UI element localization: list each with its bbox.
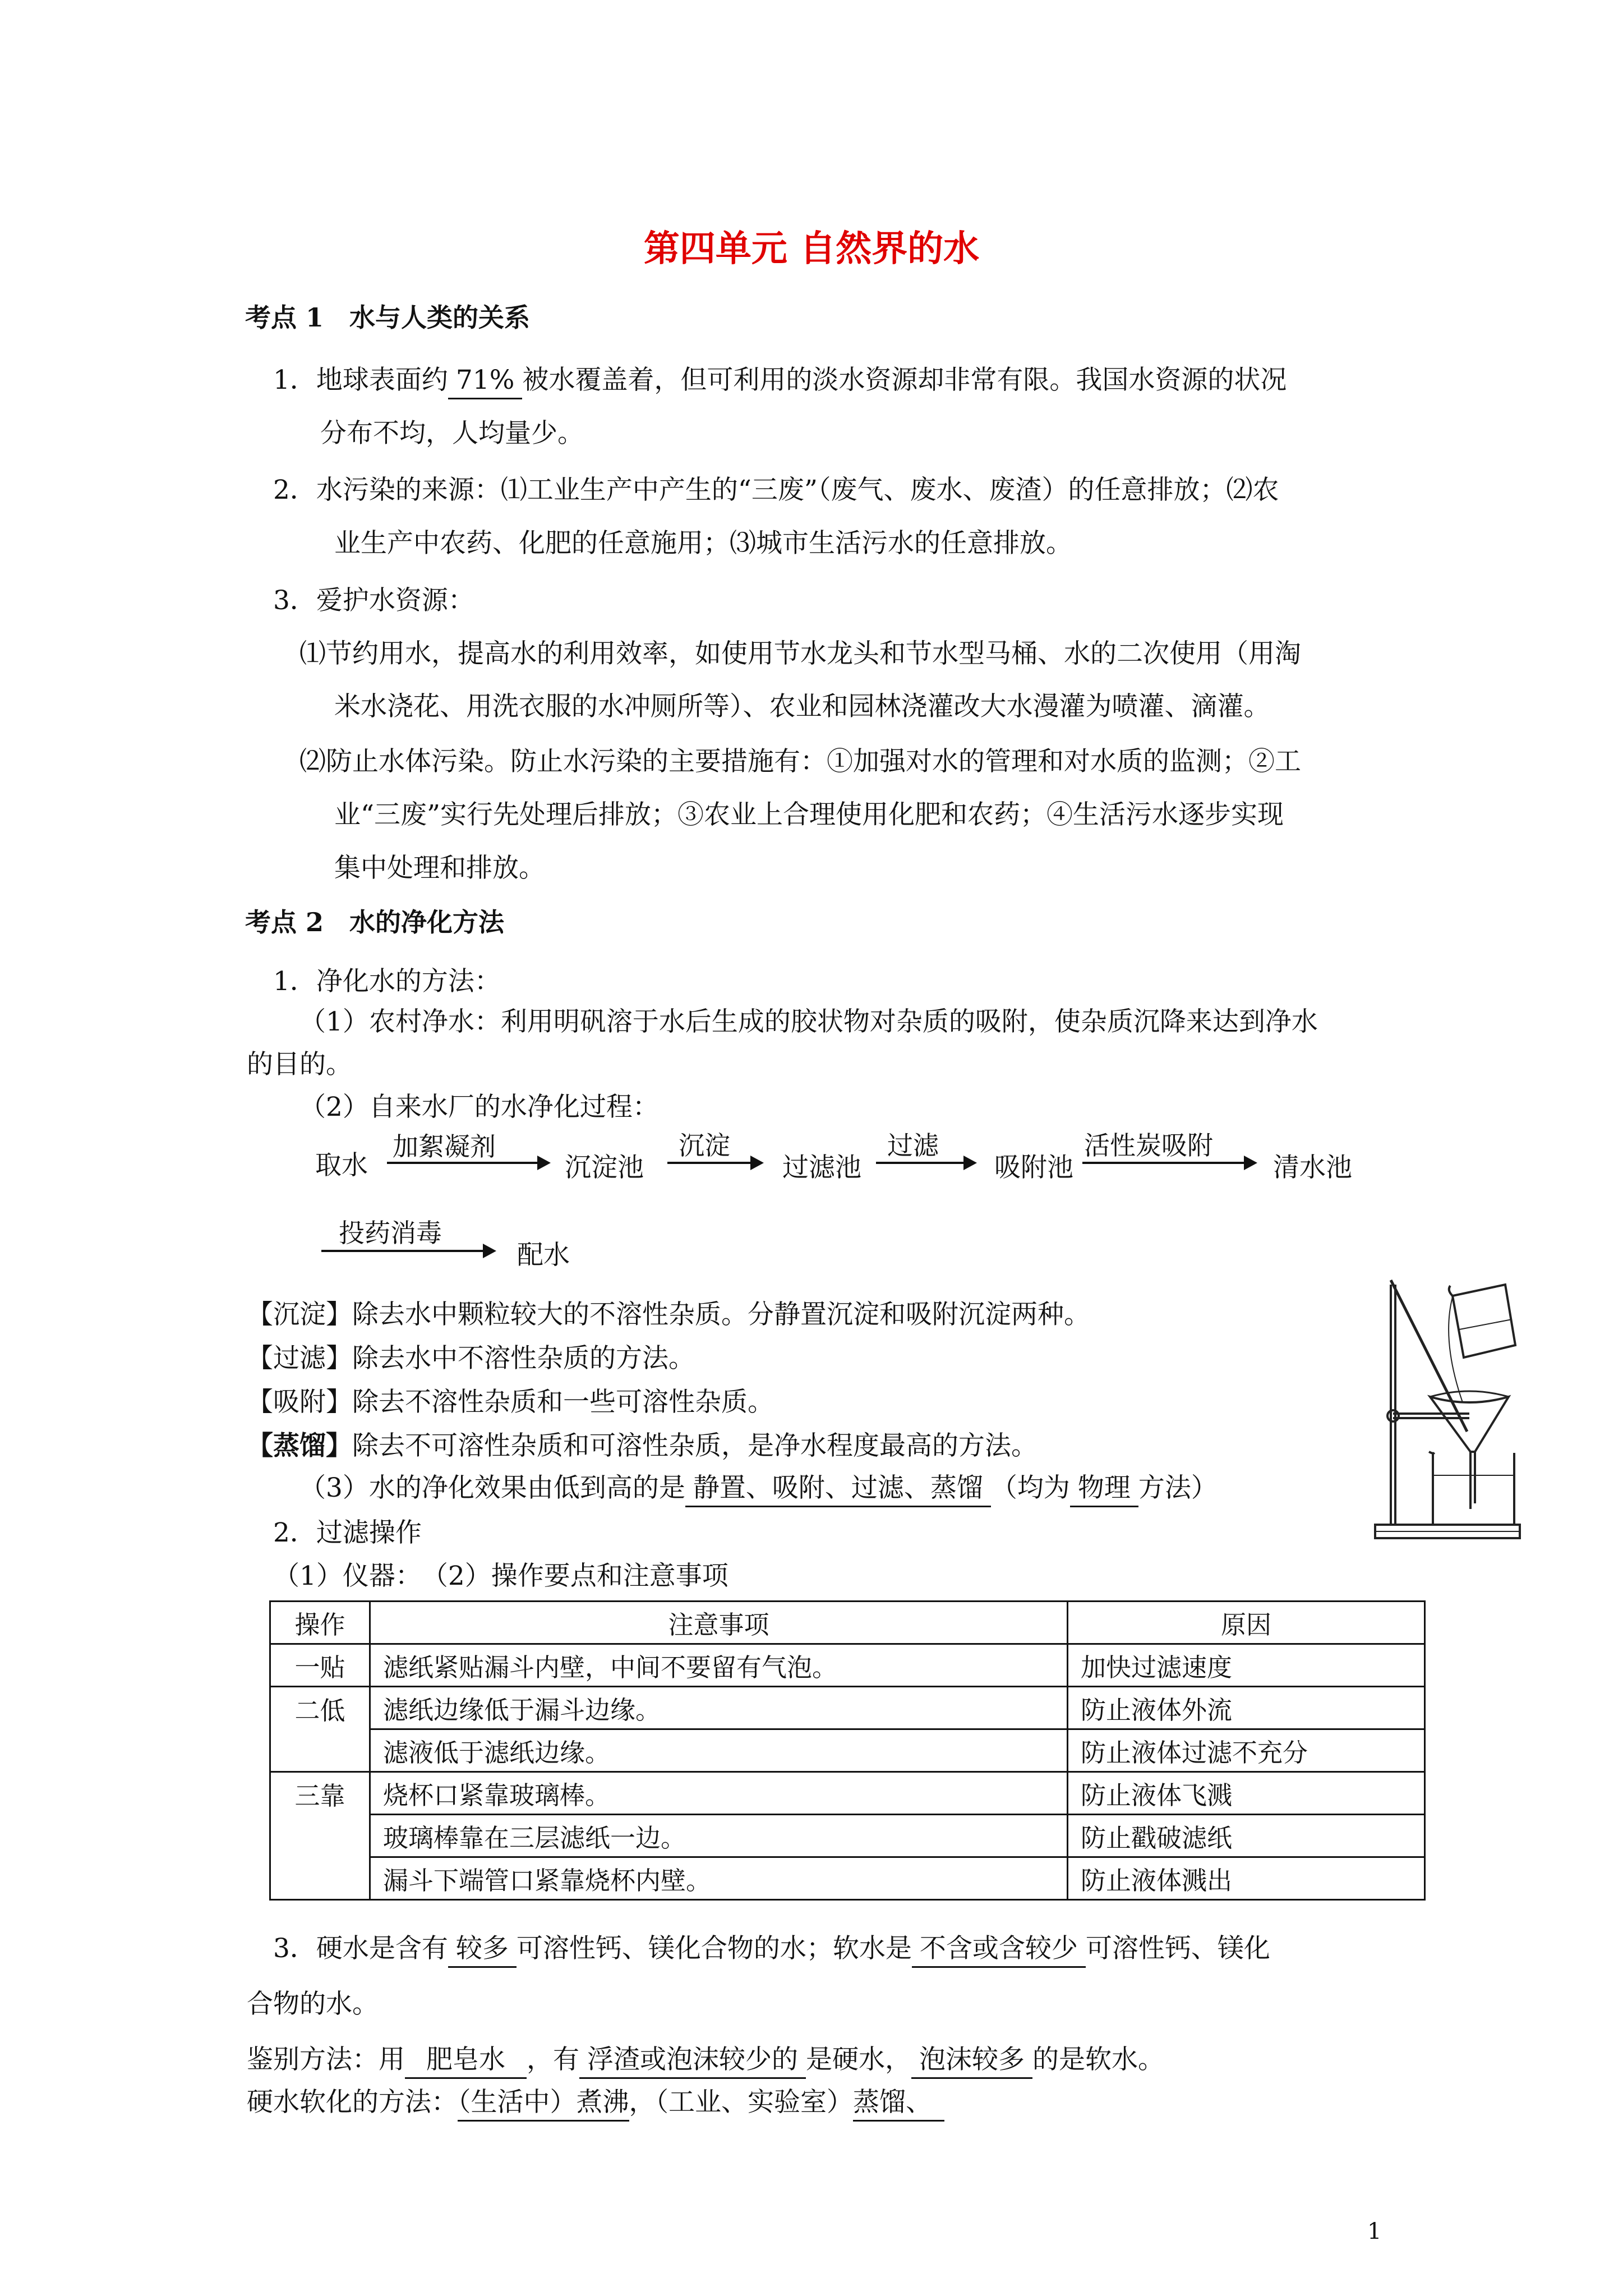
- purification-order-mid: （均为: [990, 1473, 1070, 1503]
- page-title: 第四单元 自然界的水: [643, 228, 980, 270]
- table-cell: 加快过滤速度: [1068, 1644, 1425, 1687]
- def-filtration: [247, 1337, 695, 1375]
- def-filtration-key: 【过滤】: [247, 1343, 352, 1374]
- table-header-row: [270, 1602, 1425, 1644]
- table-cell: [270, 1815, 370, 1857]
- identify-suffix: 的是软水。: [1032, 2044, 1164, 2075]
- def-adsorption-key: 【吸附】: [247, 1387, 352, 1418]
- hard-water-mid: 可溶性钙、镁化合物的水；软水是: [516, 1933, 912, 1964]
- s1-item-prevent-pollution-cont2: 集中处理和排放。: [334, 853, 545, 884]
- s2-softening-method: [247, 2081, 944, 2119]
- table-cell: 防止液体溅出: [1068, 1857, 1425, 1900]
- table-cell: 防止液体过滤不充分: [1068, 1729, 1425, 1772]
- table-cell: [270, 1729, 370, 1772]
- flow-arrow-2: [667, 1162, 753, 1164]
- s1-paragraph-1: [273, 359, 1287, 397]
- table-cell: 滤液低于滤纸边缘。: [370, 1729, 1068, 1772]
- flow-step-distribution: 配水: [517, 1240, 570, 1271]
- flow-step-intake: 取水: [315, 1150, 368, 1181]
- s2-rural-purification: （1）农村净水：利用明矾溶于水后生成的胶状物对杂质的吸附，使杂质沉降来达到净水: [299, 1006, 1318, 1037]
- table-cell: 玻璃棒靠在三层滤纸一边。: [370, 1815, 1068, 1857]
- s2-hard-water-definition-cont: 合物的水。: [247, 1989, 379, 2019]
- soften-mid: ，（工业、实验室）: [629, 2087, 853, 2118]
- identify-mid-2: 是硬水，: [806, 2044, 911, 2075]
- identify-mid-1: ，有: [527, 2044, 579, 2075]
- identify-prefix: 鉴别方法：用: [247, 2044, 405, 2075]
- answer-more: 较多: [448, 1933, 517, 1968]
- s1-item-save-water-cont: 米水浇花、用洗衣服的水冲厕所等）、农业和园林浇灌改大水漫灌为喷灌、滴灌。: [334, 691, 1270, 722]
- table-cell: 三靠: [270, 1772, 370, 1815]
- table-row: [270, 1729, 1425, 1772]
- table-row: [270, 1772, 1425, 1815]
- def-sedimentation-key: 【沉淀】: [247, 1299, 352, 1330]
- table-cell: 一贴: [270, 1644, 370, 1687]
- answer-distillation: 蒸馏、: [853, 2087, 944, 2122]
- page-number: 1: [1367, 2219, 1382, 2244]
- purification-order-prefix: （3）水的净化效果由低到高的是: [299, 1473, 685, 1503]
- hard-water-suffix: 可溶性钙、镁化: [1085, 1933, 1270, 1964]
- s2-identification-method: [247, 2039, 1164, 2076]
- s1-paragraph-2-cont: 业生产中农药、化肥的任意施用；⑶城市生活污水的任意排放。: [334, 528, 1072, 559]
- s1-p1-suffix: 被水覆盖着，但可利用的淡水资源却非常有限。我国水资源的状况: [522, 365, 1287, 395]
- flow-arrow-3: [876, 1162, 966, 1164]
- table-cell: [270, 1857, 370, 1900]
- flow-label-flocculant: 加絮凝剂: [393, 1131, 496, 1162]
- purification-order-suffix: 方法）: [1138, 1473, 1218, 1503]
- s1-item-prevent-pollution: ⑵防止水体污染。防止水污染的主要措施有：①加强对水的管理和对水质的监测；②工: [299, 746, 1301, 777]
- table-row: [270, 1687, 1425, 1729]
- def-sedimentation: [247, 1294, 1090, 1331]
- filtration-apparatus-illustration: [1368, 1273, 1531, 1548]
- flow-step-adsorption-tank: 吸附池: [994, 1152, 1073, 1183]
- def-distillation-text: 除去不可溶性杂质和可溶性杂质，是净水程度最高的方法。: [352, 1430, 1038, 1461]
- section-1-heading: 考点 1 水与人类的关系: [245, 302, 531, 333]
- table-row: [270, 1857, 1425, 1900]
- def-distillation: [247, 1425, 1038, 1462]
- def-adsorption-text: 除去不溶性杂质和一些可溶性杂质。: [352, 1387, 774, 1418]
- def-sedimentation-text: 除去水中颗粒较大的不溶性杂质。分静置沉淀和吸附沉淀两种。: [352, 1299, 1090, 1330]
- answer-soap-water: 肥皂水: [405, 2044, 527, 2079]
- answer-scum-less-foam: 浮渣或泡沫较少的: [579, 2044, 806, 2079]
- flow-arrow-1: [387, 1162, 540, 1164]
- s1-paragraph-2: 2．水污染的来源：⑴工业生产中产生的“三废”（废气、废水、废渣）的任意排放；⑵农: [273, 475, 1279, 505]
- flow-arrow-4: [1082, 1162, 1246, 1164]
- flow-label-settling: 沉淀: [679, 1130, 730, 1161]
- section-2-heading: 考点 2 水的净化方法: [245, 907, 505, 937]
- flow-arrow-5: [321, 1250, 485, 1252]
- s2-paragraph-1: 1．净化水的方法：: [273, 966, 501, 997]
- s2-rural-purification-cont: 的目的。: [247, 1049, 352, 1080]
- table-cell: 滤纸边缘低于漏斗边缘。: [370, 1687, 1068, 1729]
- s2-purification-order: [299, 1467, 1218, 1504]
- table-header-operation: 操作: [270, 1602, 370, 1644]
- s2-waterworks-heading: （2）自来水厂的水净化过程：: [299, 1092, 659, 1122]
- table-cell: 滤纸紧贴漏斗内壁，中间不要留有气泡。: [370, 1644, 1068, 1687]
- table-header-reason: 原因: [1068, 1602, 1425, 1644]
- answer-purification-order: 静置、吸附、过滤、蒸馏: [685, 1473, 991, 1507]
- flow-label-carbon-adsorption: 活性炭吸附: [1084, 1130, 1213, 1161]
- s1-item-save-water: ⑴节约用水，提高水的利用效率，如使用节水龙头和节水型马桶、水的二次使用（用淘: [299, 638, 1301, 669]
- def-adsorption: [247, 1381, 774, 1419]
- s1-paragraph-1-cont: 分布不均，人均量少。: [320, 418, 584, 449]
- hard-water-prefix: 3．硬水是含有: [273, 1933, 448, 1964]
- s2-filtration-operation-heading: 2．过滤操作: [273, 1517, 422, 1548]
- s1-paragraph-3: 3．爱护水资源：: [273, 585, 474, 616]
- table-cell: 防止液体飞溅: [1068, 1772, 1425, 1815]
- s2-hard-water-definition: [273, 1927, 1270, 1965]
- flow-label-filtering: 过滤: [887, 1130, 939, 1161]
- table-row: [270, 1815, 1425, 1857]
- flow-step-settling-tank: 沉淀池: [565, 1152, 644, 1183]
- answer-boiling: （生活中）煮沸: [458, 2087, 629, 2122]
- s2-filtration-subheading: （1）仪器： （2）操作要点和注意事项: [273, 1561, 728, 1591]
- table-cell: 防止戳破滤纸: [1068, 1815, 1425, 1857]
- def-filtration-text: 除去水中不溶性杂质的方法。: [352, 1343, 695, 1374]
- s1-item-prevent-pollution-cont: 业“三废”实行先处理后排放；③农业上合理使用化肥和农药；④生活污水逐步实现: [334, 799, 1284, 830]
- filtration-notes-table: [269, 1600, 1426, 1901]
- table-cell: 防止液体外流: [1068, 1687, 1425, 1729]
- answer-physical-method: 物理: [1070, 1473, 1138, 1507]
- soften-prefix: 硬水软化的方法：: [247, 2087, 458, 2118]
- answer-none-or-less: 不含或含较少: [912, 1933, 1086, 1968]
- table-header-notes: 注意事项: [370, 1602, 1068, 1644]
- def-distillation-key: 【蒸馏】: [247, 1430, 352, 1461]
- table-cell: 二低: [270, 1687, 370, 1729]
- table-row: [270, 1644, 1425, 1687]
- answer-71-percent: 71%: [448, 365, 522, 399]
- table-cell: 漏斗下端管口紧靠烧杯内壁。: [370, 1857, 1068, 1900]
- table-cell: 烧杯口紧靠玻璃棒。: [370, 1772, 1068, 1815]
- answer-more-foam: 泡沫较多: [911, 2044, 1032, 2079]
- s1-p1-prefix: 1．地球表面约: [273, 365, 448, 395]
- flow-label-disinfection: 投药消毒: [339, 1218, 442, 1248]
- flow-step-filter-tank: 过滤池: [782, 1152, 861, 1183]
- flow-step-clear-water-tank: 清水池: [1273, 1152, 1352, 1183]
